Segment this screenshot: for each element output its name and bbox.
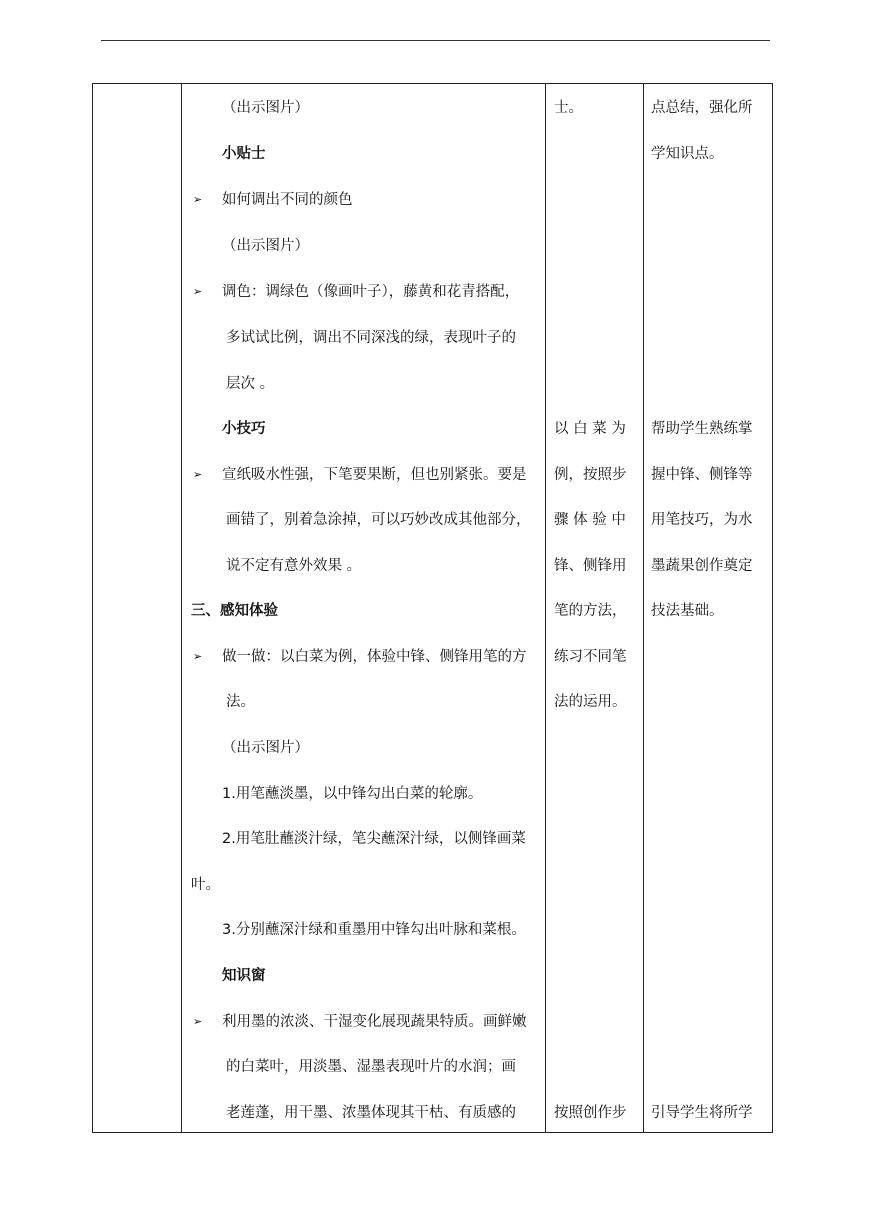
content-line: 层次 。 (226, 376, 275, 392)
intent-line: 技法基础。 (651, 603, 724, 619)
table-border-left (92, 83, 93, 1132)
intent-line: 握中锋、侧锋等 (651, 467, 753, 483)
content-line: 老莲蓬，用干墨、浓墨体现其干枯、有质感的 (226, 1105, 516, 1121)
column-divider-3 (643, 83, 644, 1132)
student-line: 士。 (554, 100, 583, 116)
bullet-arrow-icon: ➢ (193, 193, 203, 206)
intent-line: 帮助学生熟练掌 (651, 421, 753, 437)
content-line: 利用墨的浓淡、干湿变化展现蔬果特质。画鲜嫩 (222, 1014, 527, 1030)
student-line: 按照创作步 (554, 1105, 627, 1121)
step-line: 叶。 (191, 877, 220, 893)
bullet-arrow-icon: ➢ (193, 1015, 203, 1028)
student-line: 笔的方法， (554, 603, 627, 619)
content-line: 调色：调绿色（像画叶子），藤黄和花青搭配， (222, 284, 520, 300)
student-line: 以 白 菜 为 (554, 421, 626, 437)
bullet-arrow-icon: ➢ (193, 650, 203, 663)
table-border-right (772, 83, 773, 1132)
step-line: 1.用笔蘸淡墨，以中锋勾出白菜的轮廓。 (222, 786, 483, 802)
table-top-border (92, 83, 773, 84)
intent-line: 引导学生将所学 (651, 1105, 753, 1121)
section-heading-knowledge: 知识窗 (222, 968, 266, 984)
content-line: 做一做：以白菜为例，体验中锋、侧锋用笔的方 (222, 649, 527, 665)
content-line: 宣纸吸水性强，下笔要果断，但也别紧张。要是 (222, 467, 527, 483)
step-line: 2.用笔肚蘸淡汁绿，笔尖蘸深汁绿，以侧锋画菜 (222, 831, 526, 847)
column-divider-2 (545, 83, 546, 1132)
student-line: 法的运用。 (554, 694, 627, 710)
section-heading-techniques: 小技巧 (222, 421, 266, 437)
content-line: （出示图片） (222, 740, 309, 756)
content-line: 画错了，别着急涂掉，可以巧妙改成其他部分， (226, 512, 531, 528)
table-bottom-border (92, 1132, 773, 1133)
intent-line: 点总结，强化所 (651, 100, 753, 116)
section-heading-experience: 三、感知体验 (191, 603, 278, 619)
content-line: 如何调出不同的颜色 (222, 192, 353, 208)
student-line: 练习不同笔 (554, 649, 627, 665)
content-line: 说不定有意外效果 。 (226, 558, 362, 574)
content-line: 的白菜叶，用淡墨、湿墨表现叶片的水润；画 (226, 1059, 516, 1075)
column-divider-1 (181, 83, 182, 1132)
bullet-arrow-icon: ➢ (193, 468, 203, 481)
content-line: 法。 (226, 694, 255, 710)
content-line: （出示图片） (222, 238, 309, 254)
student-line: 骤 体 验 中 (554, 512, 626, 528)
student-line: 例，按照步 (554, 467, 627, 483)
content-line: 多试试比例，调出不同深浅的绿，表现叶子的 (226, 330, 516, 346)
intent-line: 墨蔬果创作奠定 (651, 558, 753, 574)
intent-line: 学知识点。 (651, 146, 724, 162)
intent-line: 用笔技巧，为水 (651, 512, 753, 528)
content-line: （出示图片） (222, 100, 309, 116)
section-heading-tips: 小贴士 (222, 146, 266, 162)
bullet-arrow-icon: ➢ (193, 285, 203, 298)
student-line: 锋、侧锋用 (554, 558, 627, 574)
step-line: 3.分别蘸深汁绿和重墨用中锋勾出叶脉和菜根。 (222, 922, 526, 938)
